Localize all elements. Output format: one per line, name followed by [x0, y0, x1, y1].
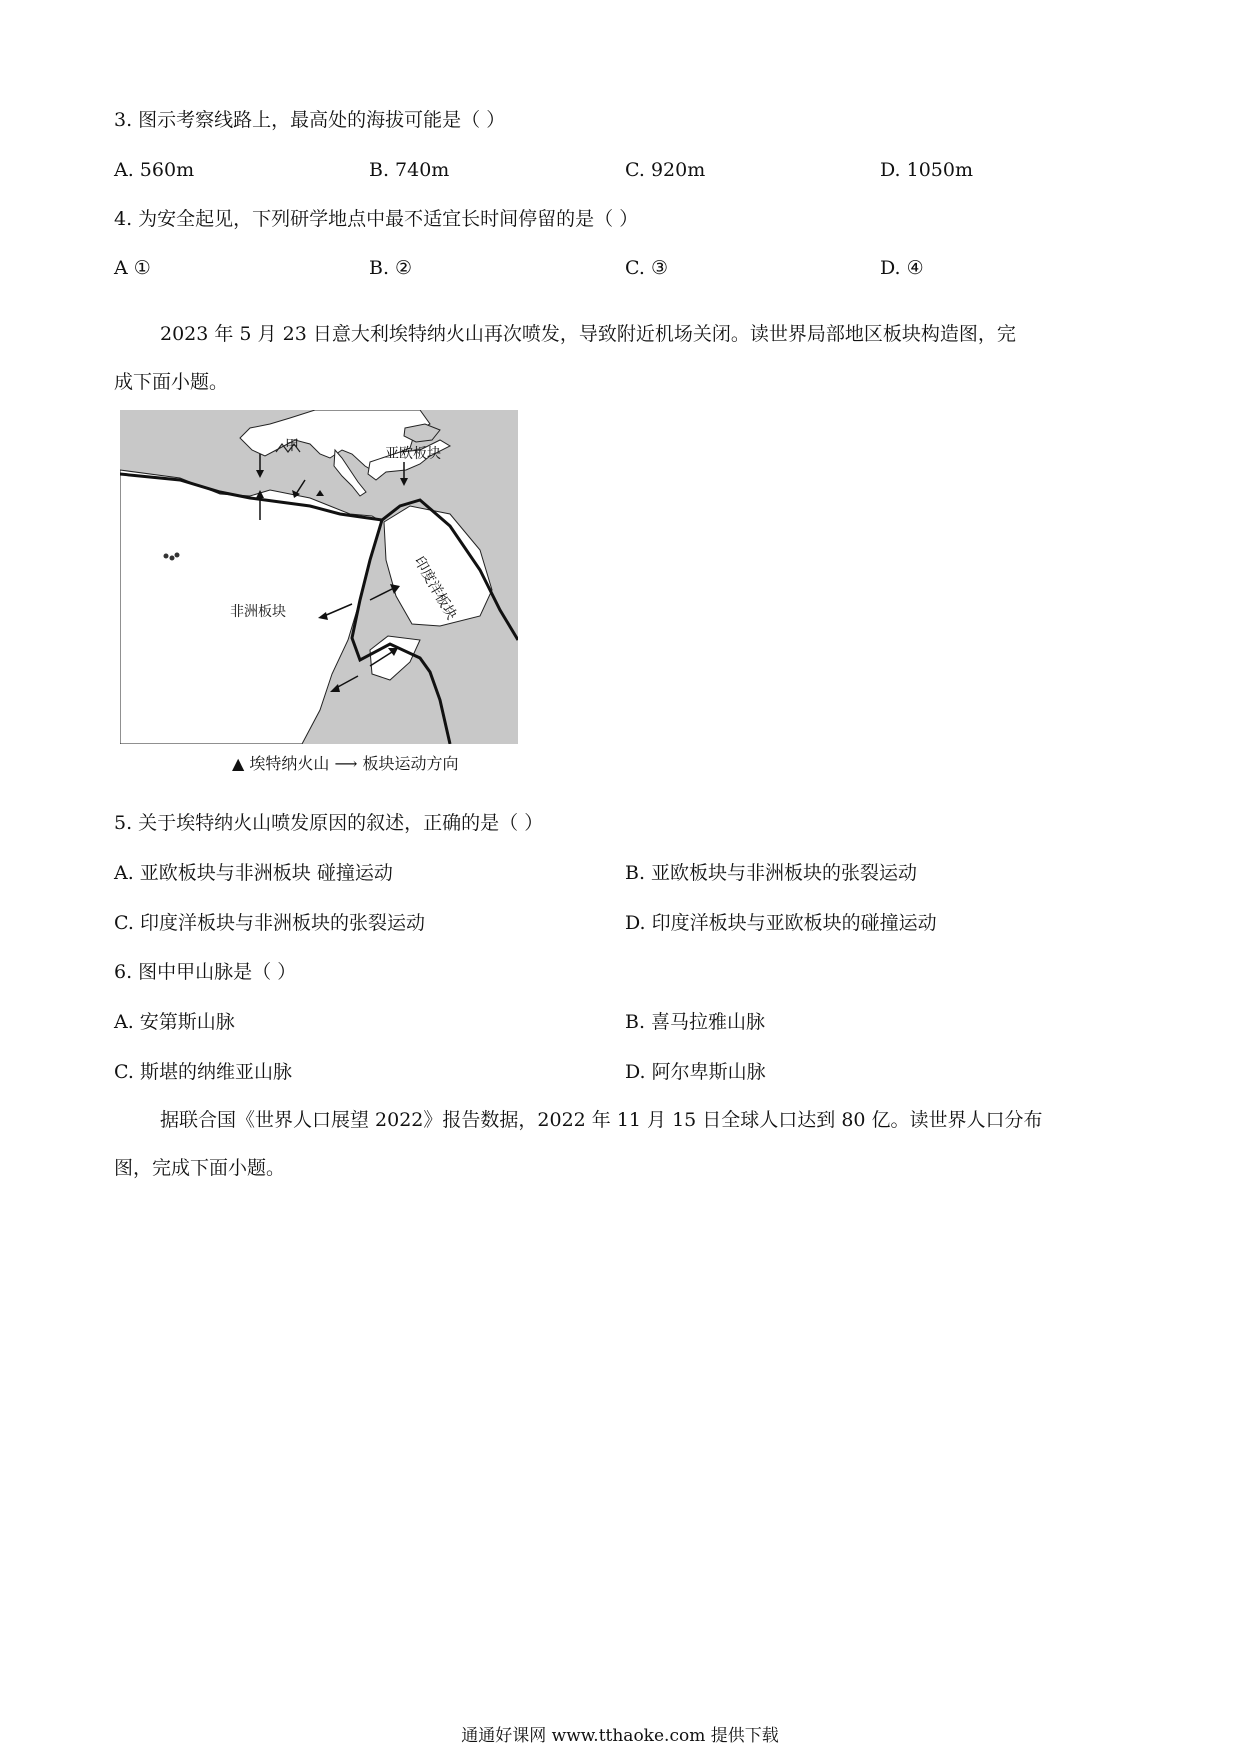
q3-option-d[interactable]: D. 1050m — [880, 159, 974, 181]
map-label-jia: 甲 — [285, 438, 299, 454]
question-3-stem: 3. 图示考察线路上，最高处的海拔可能是（ ） — [114, 109, 506, 131]
intro-line-1: 2023 年 5 月 23 日意大利埃特纳火山再次喷发，导致附近机场关闭。读世界局部地区板块构造图，完 — [160, 323, 1016, 345]
arrow-legend-icon: ⟶ — [334, 754, 358, 773]
q5-option-c[interactable]: C. 印度洋板块与非洲板块的张裂运动 — [114, 912, 425, 934]
map-legend — [232, 754, 459, 774]
legend-motion-text: 板块运动方向 — [362, 754, 459, 773]
intro-line-2: 成下面小题。 — [114, 371, 229, 393]
map-label-eurasia: 亚欧板块 — [385, 446, 441, 462]
plate-tectonics-map — [120, 410, 518, 744]
q6-option-c[interactable]: C. 斯堪的纳维亚山脉 — [114, 1061, 292, 1083]
q4-option-d[interactable]: D. ④ — [880, 257, 924, 279]
map-label-indian: 印度洋板块 — [410, 554, 460, 623]
question-5-stem: 5. 关于埃特纳火山喷发原因的叙述，正确的是（ ） — [114, 812, 544, 834]
intro2-line-2: 图，完成下面小题。 — [114, 1157, 286, 1179]
q4-option-b[interactable]: B. ② — [369, 257, 413, 279]
q6-option-d[interactable]: D. 阿尔卑斯山脉 — [625, 1061, 766, 1083]
plate-map-svg — [120, 410, 518, 744]
page-footer: 通通好课网 www.tthaoke.com 提供下载 — [461, 1726, 779, 1746]
intro-paragraph-population — [114, 1108, 1124, 1180]
island-dot — [175, 553, 180, 558]
q3-option-c[interactable]: C. 920m — [625, 159, 706, 181]
q5-option-a[interactable]: A. 亚欧板块与非洲板块 碰撞运动 — [114, 862, 393, 884]
q4-option-a[interactable]: A ① — [114, 257, 151, 279]
map-label-africa: 非洲板块 — [230, 604, 286, 620]
q6-option-a[interactable]: A. 安第斯山脉 — [114, 1011, 235, 1033]
q5-option-d[interactable]: D. 印度洋板块与亚欧板块的碰撞运动 — [625, 912, 937, 934]
q5-option-b[interactable]: B. 亚欧板块与非洲板块的张裂运动 — [625, 862, 918, 884]
q3-option-b[interactable]: B. 740m — [369, 159, 450, 181]
volcano-legend-icon: ▲ — [232, 754, 245, 773]
island-dot — [170, 556, 175, 561]
q3-option-a[interactable]: A. 560m — [114, 159, 195, 181]
island-dot — [164, 554, 169, 559]
intro-paragraph-volcano — [114, 322, 1124, 394]
q6-option-b[interactable]: B. 喜马拉雅山脉 — [625, 1011, 766, 1033]
question-6-stem: 6. 图中甲山脉是（ ） — [114, 961, 297, 983]
legend-volcano-text: 埃特纳火山 — [249, 754, 330, 773]
question-4-stem: 4. 为安全起见，下列研学地点中最不适宜长时间停留的是（ ） — [114, 208, 639, 230]
q4-option-c[interactable]: C. ③ — [625, 257, 668, 279]
intro2-line-1: 据联合国《世界人口展望 2022》报告数据，2022 年 11 月 15 日全球人口达到 80 亿。读世界人口分布 — [160, 1109, 1043, 1131]
